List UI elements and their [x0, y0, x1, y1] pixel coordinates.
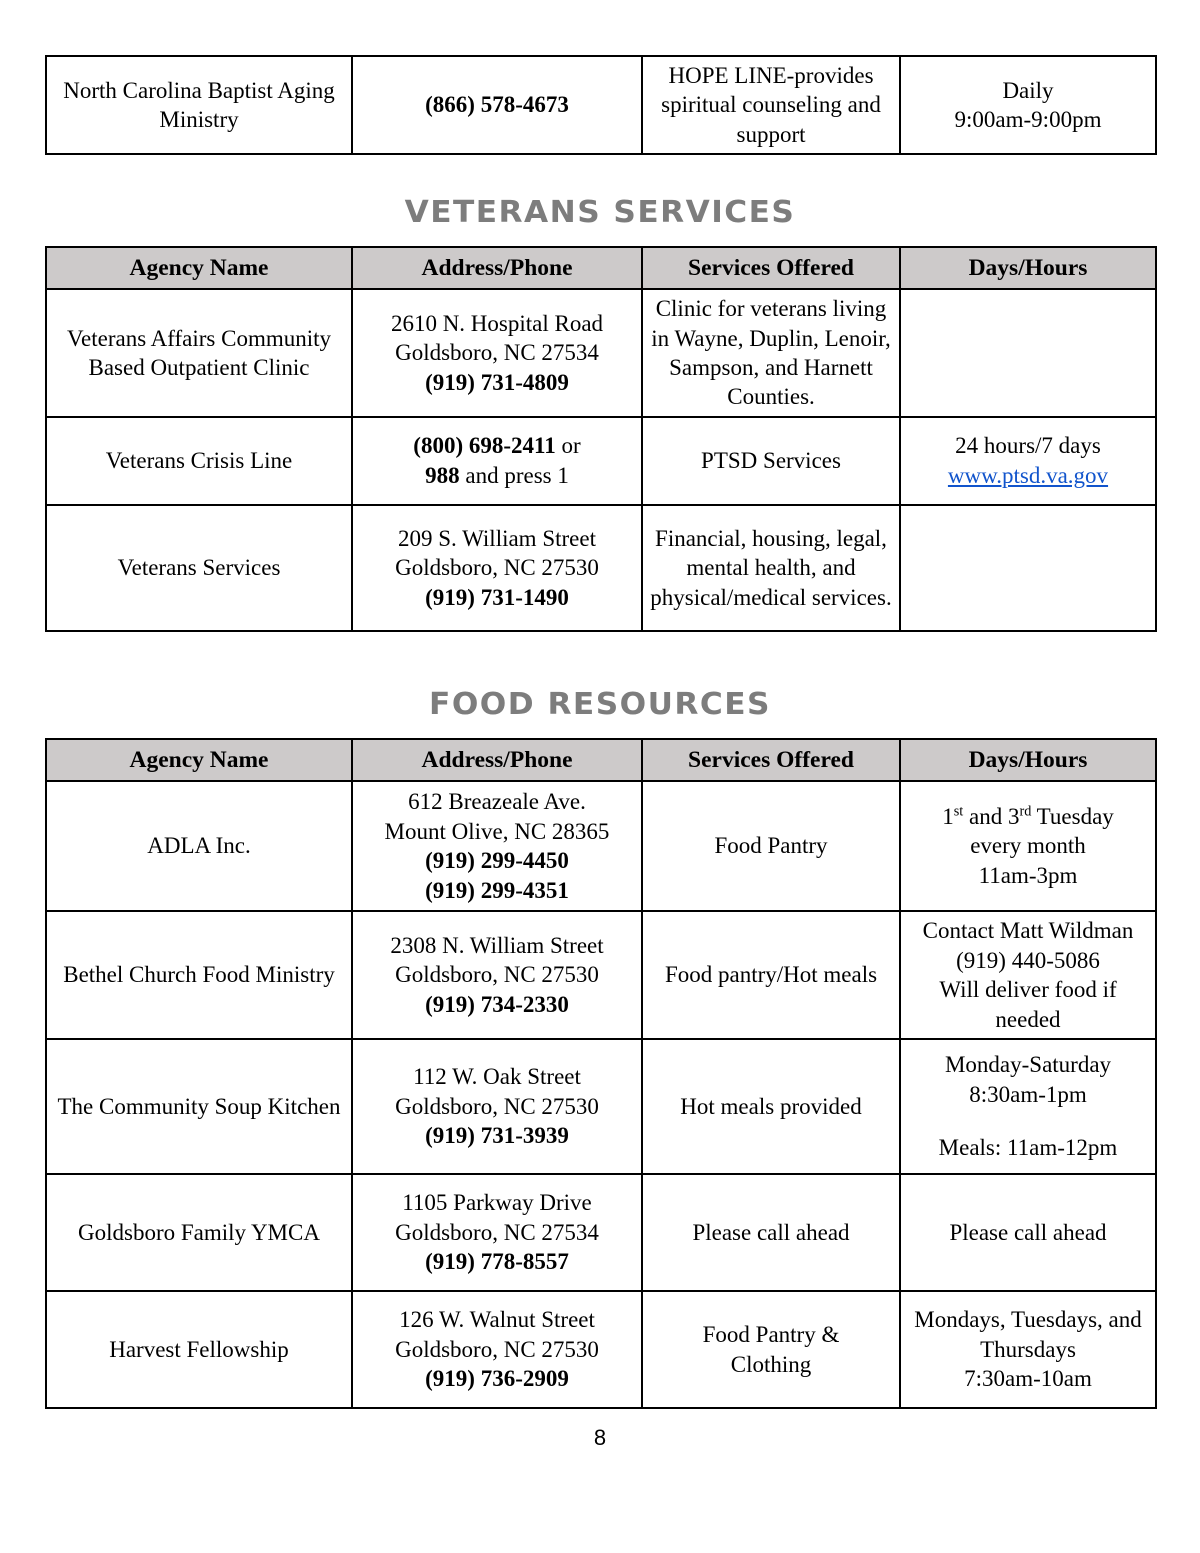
phone-number: (800) 698-2411: [413, 433, 556, 459]
table-header-row: [46, 739, 1156, 781]
table-row: [46, 505, 1156, 631]
days-hours-line: Monday-Saturday: [944, 1052, 1112, 1078]
phone-line: [359, 431, 635, 460]
address-line: 112 W. Oak Street: [413, 1064, 581, 1090]
table-header-row: [46, 247, 1156, 289]
spacer-line: [907, 1109, 1149, 1133]
agency-name-text: Veterans Crisis Line: [105, 448, 293, 474]
services-line: Food Pantry &: [702, 1322, 840, 1348]
table-row: [46, 1174, 1156, 1291]
services-text: Financial, housing, legal, mental health, and physical/medical services.: [650, 525, 892, 610]
services-text: Food pantry/Hot meals: [664, 962, 878, 988]
days-hours-line: Thursdays: [980, 1336, 1076, 1362]
phone-number: (866) 578-4673: [425, 92, 569, 118]
address-line: 126 W. Walnut Street: [399, 1307, 595, 1333]
column-header-agency-name: Agency Name: [46, 247, 352, 289]
ordinal-tail-text: Tuesday: [1031, 803, 1114, 829]
days-hours-line: Daily: [1002, 77, 1054, 103]
days-hours-line: every month: [970, 833, 1086, 859]
agency-name-cell: [46, 1174, 352, 1291]
phone-line-alt: [359, 461, 635, 490]
days-hours-line: 7:30am-10am: [964, 1366, 1092, 1392]
section-title-food: FOOD RESOURCES: [429, 687, 771, 722]
address-line: 1105 Parkway Drive: [402, 1190, 592, 1216]
section-heading-food-wrapper: [0, 687, 1200, 722]
address-phone-cell: [352, 289, 642, 417]
column-header-days-hours: Days/Hours: [900, 247, 1156, 289]
services-offered-cell: [642, 1174, 900, 1291]
days-hours-line: 24 hours/7 days: [955, 433, 1101, 459]
agency-name-cell: [46, 781, 352, 911]
days-hours-line: 8:30am-1pm: [969, 1081, 1087, 1107]
column-header-services-offered: Services Offered: [642, 247, 900, 289]
column-header-days-hours: Days/Hours: [900, 739, 1156, 781]
address-line: Goldsboro, NC 27534: [395, 1219, 599, 1245]
agency-name-text: North Carolina Baptist Aging Ministry: [63, 77, 335, 133]
address-line: 209 S. William Street: [398, 525, 596, 551]
agency-name-text: The Community Soup Kitchen: [57, 1093, 341, 1119]
days-hours-cell: [900, 289, 1156, 417]
days-hours-cell: [900, 911, 1156, 1039]
ptsd-website-link[interactable]: www.ptsd.va.gov: [947, 462, 1109, 488]
services-text: Clinic for veterans living in Wayne, Duplin, Lenoir, Sampson, and Harnett Counties.: [651, 296, 891, 410]
services-offered-cell: [642, 505, 900, 631]
services-offered-cell: [642, 1039, 900, 1174]
address-line: Goldsboro, NC 27530: [395, 962, 599, 988]
days-hours-cell: [900, 1039, 1156, 1174]
services-text: HOPE LINE-provides spiritual counseling and support: [661, 63, 881, 147]
section-heading-veterans-wrapper: [0, 195, 1200, 230]
agency-name-text: Veterans Affairs Community Based Outpatient Clinic: [66, 325, 332, 380]
days-hours-cell: [900, 1174, 1156, 1291]
phone-number: (919) 731-1490: [425, 584, 569, 610]
services-offered-cell: [642, 56, 900, 154]
table-row: [46, 56, 1156, 154]
days-hours-line: (919) 440-5086: [956, 947, 1100, 973]
services-text: PTSD Services: [701, 448, 841, 474]
phone-number: (919) 778-8557: [425, 1249, 569, 1275]
services-text: Food Pantry: [714, 833, 828, 859]
agency-name-text: Bethel Church Food Ministry: [63, 962, 335, 988]
days-hours-line: Will deliver food if: [939, 977, 1117, 1003]
days-hours-cell: [900, 505, 1156, 631]
days-hours-line: Contact Matt Wildman: [922, 918, 1134, 944]
address-line: Goldsboro, NC 27530: [395, 555, 599, 581]
agency-name-cell: [46, 56, 352, 154]
agency-name-text: Veterans Services: [117, 555, 281, 581]
table-row: [46, 911, 1156, 1039]
column-header-agency-name: Agency Name: [46, 739, 352, 781]
days-hours-line: 11am-3pm: [978, 862, 1078, 888]
agency-name-cell: [46, 289, 352, 417]
services-offered-cell: [642, 781, 900, 911]
agency-name-cell: [46, 911, 352, 1039]
days-hours-cell: [900, 56, 1156, 154]
phone-short-code: 988: [425, 462, 460, 488]
column-header-address-phone: Address/Phone: [352, 739, 642, 781]
continued-table-wrapper: [0, 55, 1157, 155]
services-line: Clothing: [730, 1351, 812, 1377]
food-table-wrapper: [0, 738, 1157, 1409]
column-header-address-phone: Address/Phone: [352, 247, 642, 289]
phone-number: (919) 731-3939: [425, 1123, 569, 1149]
days-hours-line-ordinals: [907, 802, 1149, 831]
ordinal-second-suffix: rd: [1019, 803, 1032, 820]
days-hours-line: Mondays, Tuesdays, and: [914, 1307, 1142, 1333]
address-phone-cell: [352, 1039, 642, 1174]
services-offered-cell: [642, 289, 900, 417]
address-line: Goldsboro, NC 27530: [395, 1093, 599, 1119]
table-row: [46, 781, 1156, 911]
agency-name-text: Goldsboro Family YMCA: [78, 1219, 320, 1245]
address-line: 612 Breazeale Ave.: [408, 789, 586, 815]
phone-conjunction: or: [555, 433, 581, 459]
agency-name-text: ADLA Inc.: [147, 833, 251, 859]
days-hours-text: Please call ahead: [949, 1219, 1107, 1245]
table-row: [46, 1039, 1156, 1174]
phone-number-secondary: (919) 299-4351: [425, 877, 569, 903]
services-text: Hot meals provided: [680, 1093, 862, 1119]
address-line: Mount Olive, NC 28365: [384, 818, 610, 844]
address-phone-cell: [352, 1174, 642, 1291]
table-row: [46, 417, 1156, 505]
continued-table: [45, 55, 1157, 155]
ordinal-middle-text: and 3: [963, 803, 1020, 829]
days-hours-cell: [900, 781, 1156, 911]
column-header-services-offered: Services Offered: [642, 739, 900, 781]
agency-name-cell: [46, 417, 352, 505]
table-row: [46, 1291, 1156, 1408]
services-offered-cell: [642, 417, 900, 505]
ordinal-first-suffix: st: [953, 803, 964, 820]
phone-alt-suffix: and press 1: [459, 462, 569, 488]
address-line: Goldsboro, NC 27530: [395, 1336, 599, 1362]
days-hours-line-meals: Meals: 11am-12pm: [938, 1135, 1118, 1161]
services-text: Please call ahead: [692, 1219, 850, 1245]
page-number: 8: [593, 1425, 607, 1450]
phone-number: (919) 731-4809: [425, 369, 569, 395]
phone-number: (919) 299-4450: [425, 848, 569, 874]
veterans-services-table: [45, 246, 1157, 632]
days-hours-cell: [900, 1291, 1156, 1408]
services-offered-cell: [642, 911, 900, 1039]
address-phone-cell: [352, 56, 642, 154]
phone-number: (919) 734-2330: [425, 991, 569, 1017]
days-hours-line: needed: [995, 1006, 1061, 1032]
address-phone-cell: [352, 505, 642, 631]
address-phone-cell: [352, 781, 642, 911]
address-phone-cell: [352, 1291, 642, 1408]
food-resources-table: [45, 738, 1157, 1409]
days-hours-line: 9:00am-9:00pm: [954, 107, 1102, 133]
website-link-line: [907, 461, 1149, 490]
section-title-veterans: VETERANS SERVICES: [404, 195, 796, 230]
veterans-table-wrapper: [0, 246, 1157, 632]
services-offered-cell: [642, 1291, 900, 1408]
phone-number: (919) 736-2909: [425, 1366, 569, 1392]
address-line: 2610 N. Hospital Road: [390, 310, 604, 336]
address-phone-cell: [352, 417, 642, 505]
agency-name-cell: [46, 1039, 352, 1174]
table-row: [46, 289, 1156, 417]
address-phone-cell: [352, 911, 642, 1039]
ordinal-first-number: 1: [942, 803, 954, 829]
agency-name-cell: [46, 505, 352, 631]
agency-name-cell: [46, 1291, 352, 1408]
days-hours-cell: [900, 417, 1156, 505]
address-line: Goldsboro, NC 27534: [395, 340, 599, 366]
address-line: 2308 N. William Street: [390, 932, 604, 958]
agency-name-text: Harvest Fellowship: [109, 1336, 289, 1362]
